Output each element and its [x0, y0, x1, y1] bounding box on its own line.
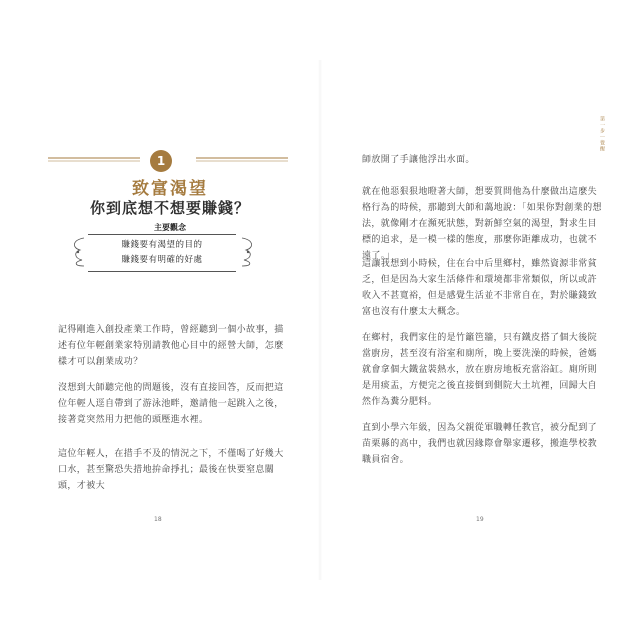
left-paragraph-3: 這位年輕人，在措手不及的情況之下，不僅喝了好幾大口水，甚至驚恐失措地拚命掙扎；最後在快要窒息關頭，才被大 [58, 449, 284, 491]
page-number-right: 19 [476, 516, 484, 523]
right-paragraph-1: 師放開了手讓他浮出水面。 [362, 155, 475, 165]
right-paragraph-2: 就在他惡狠狠地瞪著大師，想要質問他為什麼做出這麼失格行為的時候，那聽到大師和藹地說：「如果你對創業的想法，就像剛才在瀕死狀態，對新鮮空氣的渴望，對求生目標的追求，是一模一樣的態度，那麼你距離成功，也就不遠了。」 [362, 187, 602, 261]
chapter-title: 致富渴望 [132, 179, 208, 199]
key-concept-box [88, 234, 236, 272]
right-paragraph-4: 在鄉村，我們家住的是竹籬笆牆，只有鐵皮搭了個大後院當廚房，甚至沒有浴室和廁所，晚上要洗澡的時候，爸媽就會拿個大鐵盆裝熱水，放在廚房地板充當浴缸。廁所則是用痰盂，方便完之後直接倒到側院大土坑裡，回歸大自然作為糞分肥料。 [362, 333, 598, 407]
right-paragraph-3: 這讓我想到小時候，住在台中后里鄉村，雖然資源非常貧乏，但是因為大家生活條件和環境都非常類似，所以或許收入不甚寬裕，但是感覺生活並不非常自在，對於賺錢致富也沒有什麼太大概念。 [362, 259, 598, 317]
page-number-left: 18 [154, 516, 162, 523]
left-paragraph-1: 記得剛進入創投產業工作時，曾經聽到一個小故事，描述有位年輕創業家特別請教他心目中的經營大師，怎麼樣才可以創業成功？ [58, 325, 284, 367]
chapter-subtitle: 你到底想不想要賺錢？ [89, 199, 250, 217]
key-concept-line-1: 賺錢要有渴望的目的 [121, 240, 203, 250]
right-page [320, 0, 640, 640]
chapter-side-tab: 第一步｜覺醒 [599, 116, 605, 152]
flourish-right-icon [240, 236, 258, 268]
flourish-left-icon [68, 236, 86, 268]
left-paragraph-2: 沒想到大師聽完他的問題後，沒有直接回答，反而把這位年輕人逕自帶到了游泳池畔，邀請他一起跳入之後，接著竟突然用力把他的頭壓進水裡。 [58, 383, 284, 425]
key-concept-line-2: 賺錢要有明確的好處 [121, 255, 203, 265]
chapter-number-badge: 1 [150, 150, 172, 172]
right-paragraph-5: 直到小學六年級，因為父親從軍職轉任教官，被分配到了苗栗縣的高中，我們也就因緣際會舉家遷移，搬進學校教職員宿舍。 [362, 423, 598, 465]
key-concept-label: 主要觀念 [154, 223, 186, 232]
